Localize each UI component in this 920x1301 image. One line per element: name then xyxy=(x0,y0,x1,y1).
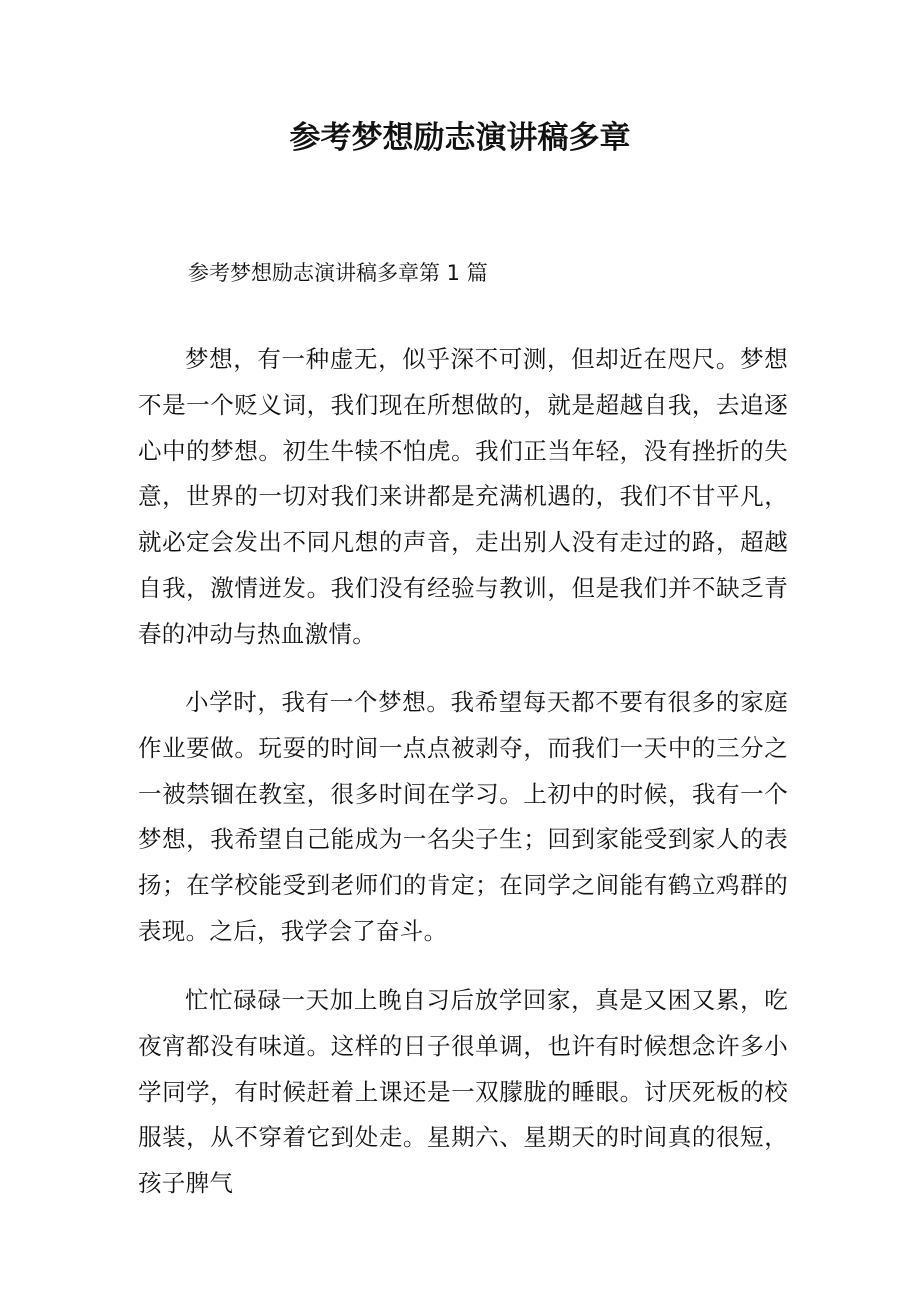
paragraph-3: 忙忙碌碌一天加上晚自习后放学回家，真是又困又累，吃夜宵都没有味道。这样的日子很单调，也许有时候想念许多小学同学，有时候赶着上课还是一双朦胧的睡眼。讨厌死板的校服装，从不穿着它到处走。星期六、星期天的时间真的很短，孩子脾气 xyxy=(138,986,788,1198)
paragraph-2: 小学时，我有一个梦想。我希望每天都不要有很多的家庭作业要做。玩耍的时间一点点被剥夺，而我们一天中的三分之一被禁锢在教室，很多时间在学习。上初中的时候，我有一个梦想，我希望自己能成为一名尖子生；回到家能受到家人的表扬；在学校能受到老师们的肯定；在同学之间能有鹤立鸡群的表现。之后，我学会了奋斗。 xyxy=(138,688,788,945)
paragraph-1: 梦想，有一种虚无，似乎深不可测，但却近在咫尺。梦想不是一个贬义词，我们现在所想做的，就是超越自我，去追逐心中的梦想。初生牛犊不怕虎。我们正当年轻，没有挫折的失意，世界的一切对我们来讲都是充满机遇的，我们不甘平凡，就必定会发出不同凡想的声音，走出别人没有走过的路，超越自我，激情迸发。我们没有经验与教训，但是我们并不缺乏青春的冲动与热血激情。 xyxy=(138,345,788,648)
section-heading: 参考梦想励志演讲稿多章第 1 篇 xyxy=(188,261,488,285)
document-title: 参考梦想励志演讲稿多章 xyxy=(289,120,631,156)
